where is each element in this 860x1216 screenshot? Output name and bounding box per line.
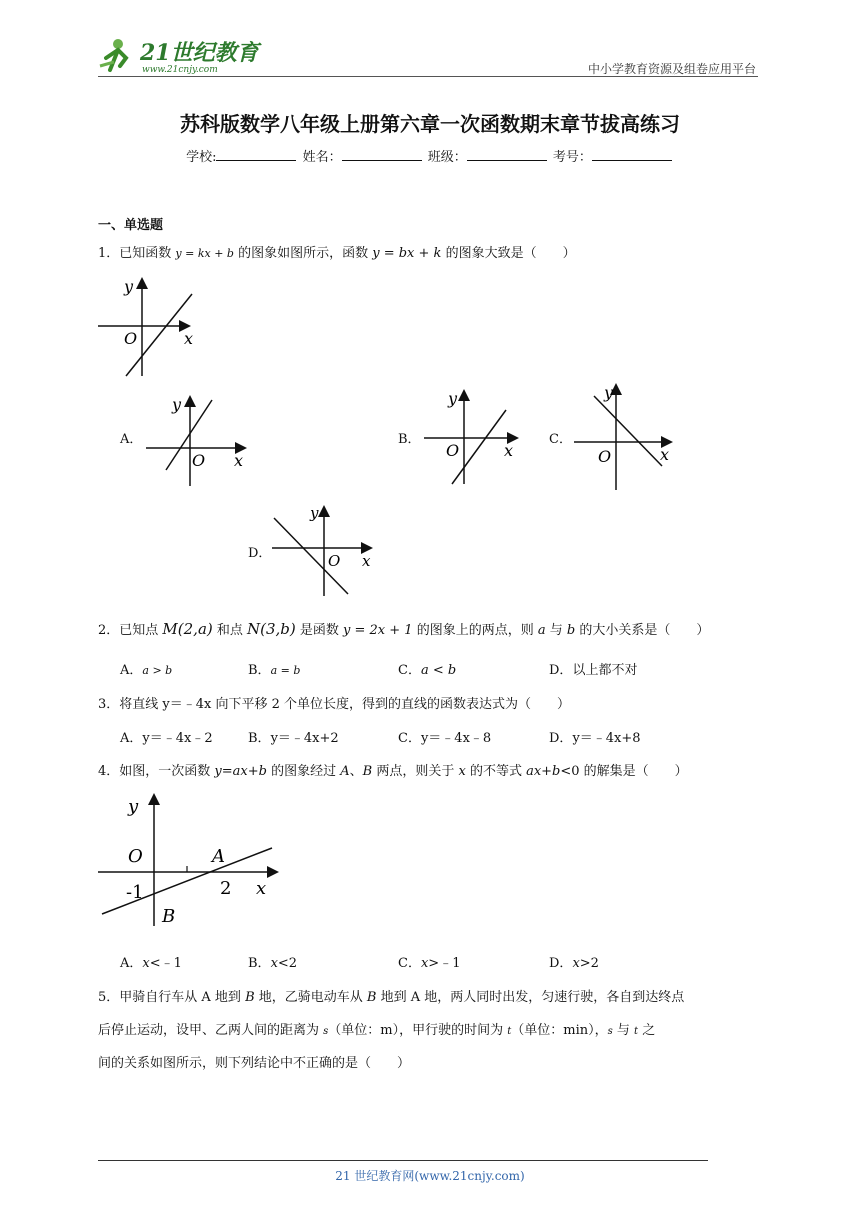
q4-option-b[interactable]: B．x<2 [248, 956, 298, 971]
exam-no-blank[interactable] [592, 148, 672, 161]
svg-text:O: O [328, 552, 341, 570]
student-info [0, 146, 860, 165]
question-4: 4．如图，一次函数 y=ax+b 的图象经过 A、B 两点，则关于 x 的不等式 ax+b<0 的解集是（ ） [98, 764, 688, 779]
section-heading: 一、单选题 [98, 218, 164, 233]
q2-option-c[interactable]: C．a < b [398, 663, 457, 678]
svg-text:O: O [598, 447, 612, 466]
svg-text:B: B [162, 906, 176, 927]
name-blank[interactable] [342, 148, 422, 161]
q1-option-b-graph[interactable] [422, 386, 522, 486]
q1-option-b-label[interactable]: B． [398, 432, 421, 447]
name-label: 姓名： [302, 150, 342, 165]
exam-no-label: 考号： [552, 150, 592, 165]
svg-text:y: y [604, 383, 614, 402]
q1-main-graph [96, 272, 206, 378]
svg-text:www.21cnjy.com: www.21cnjy.com [142, 65, 218, 75]
q4-option-c[interactable]: C．x>﹣1 [398, 956, 461, 971]
svg-text:21世纪教育: 21世纪教育 [140, 40, 259, 66]
svg-text:O: O [128, 846, 143, 867]
q1-option-c-label[interactable]: C． [549, 432, 572, 447]
header-divider [98, 76, 758, 77]
runner-logo-icon [96, 36, 266, 76]
q2-option-d[interactable]: D．以上都不对 [549, 663, 638, 678]
svg-text:x: x [184, 329, 194, 348]
svg-text:O: O [192, 451, 206, 470]
q3-option-d[interactable]: D．y＝﹣4x+8 [549, 731, 641, 746]
school-blank[interactable] [216, 148, 296, 161]
q4-option-d[interactable]: D．x>2 [549, 956, 599, 971]
logo [96, 36, 266, 76]
question-1: 1．已知函数 y = kx + b 的图象如图所示，函数 y = bx + k 的图象大致是（ ） [98, 246, 576, 261]
svg-text:y: y [128, 796, 139, 817]
svg-text:x: x [256, 878, 267, 899]
class-label: 班级： [427, 150, 467, 165]
svg-text:x: x [504, 441, 514, 460]
svg-text:2: 2 [220, 878, 232, 899]
question-3: 3．将直线 y＝﹣4x 向下平移 2 个单位长度，得到的直线的函数表达式为（ ） [98, 697, 571, 712]
svg-text:x: x [362, 552, 371, 570]
svg-text:x: x [660, 445, 670, 464]
svg-text:-1: -1 [126, 882, 144, 903]
svg-text:y: y [310, 504, 319, 522]
q1-option-d-graph[interactable] [270, 502, 380, 598]
question-2: 2．已知点 M(2,a) 和点 N(3,b) 是函数 y = 2x + 1 的图象上的两点，则 a 与 b 的大小关系是（ ） [98, 620, 710, 638]
svg-text:y: y [124, 277, 134, 296]
q4-option-a[interactable]: A．x<﹣1 [120, 956, 182, 971]
question-5-line-3: 间的关系如图所示，则下列结论中不正确的是（ ） [98, 1056, 411, 1071]
q3-option-b[interactable]: B．y＝﹣4x+2 [248, 731, 339, 746]
svg-text:y: y [172, 395, 182, 414]
q3-option-a[interactable]: A．y＝﹣4x﹣2 [120, 731, 213, 746]
q1-option-c-graph[interactable] [572, 380, 678, 492]
class-blank[interactable] [467, 148, 547, 161]
q1-option-a-graph[interactable] [144, 388, 254, 488]
footer-divider [98, 1160, 708, 1161]
svg-text:A: A [212, 846, 225, 867]
platform-name: 中小学教育资源及组卷应用平台 [587, 62, 756, 76]
q3-option-c[interactable]: C．y＝﹣4x﹣8 [398, 731, 492, 746]
question-5-line-1: 5．甲骑自行车从 A 地到 B 地，乙骑电动车从 B 地到 A 地，两人同时出发，匀速行驶，各自到达终点 [98, 990, 685, 1005]
footer-link[interactable]: 21 世纪教育网(www.21cnjy.com) [335, 1169, 525, 1183]
q1-option-d-label[interactable]: D． [248, 546, 272, 561]
svg-text:O: O [124, 329, 138, 348]
svg-text:x: x [234, 451, 244, 470]
school-label: 学校: [186, 150, 217, 165]
svg-text:y: y [448, 389, 458, 408]
q4-graph [96, 790, 282, 930]
q2-option-b[interactable]: B．a = b [248, 663, 301, 678]
question-5-line-2: 后停止运动，设甲、乙两人间的距离为 s（单位：m），甲行驶的时间为 t（单位：min），s 与 t 之 [98, 1023, 656, 1038]
page-title: 苏科版数学八年级上册第六章一次函数期末章节拔高练习 [180, 112, 680, 136]
svg-text:O: O [446, 441, 460, 460]
q1-option-a-label[interactable]: A． [120, 432, 143, 447]
q2-option-a[interactable]: A．a > b [120, 663, 173, 678]
